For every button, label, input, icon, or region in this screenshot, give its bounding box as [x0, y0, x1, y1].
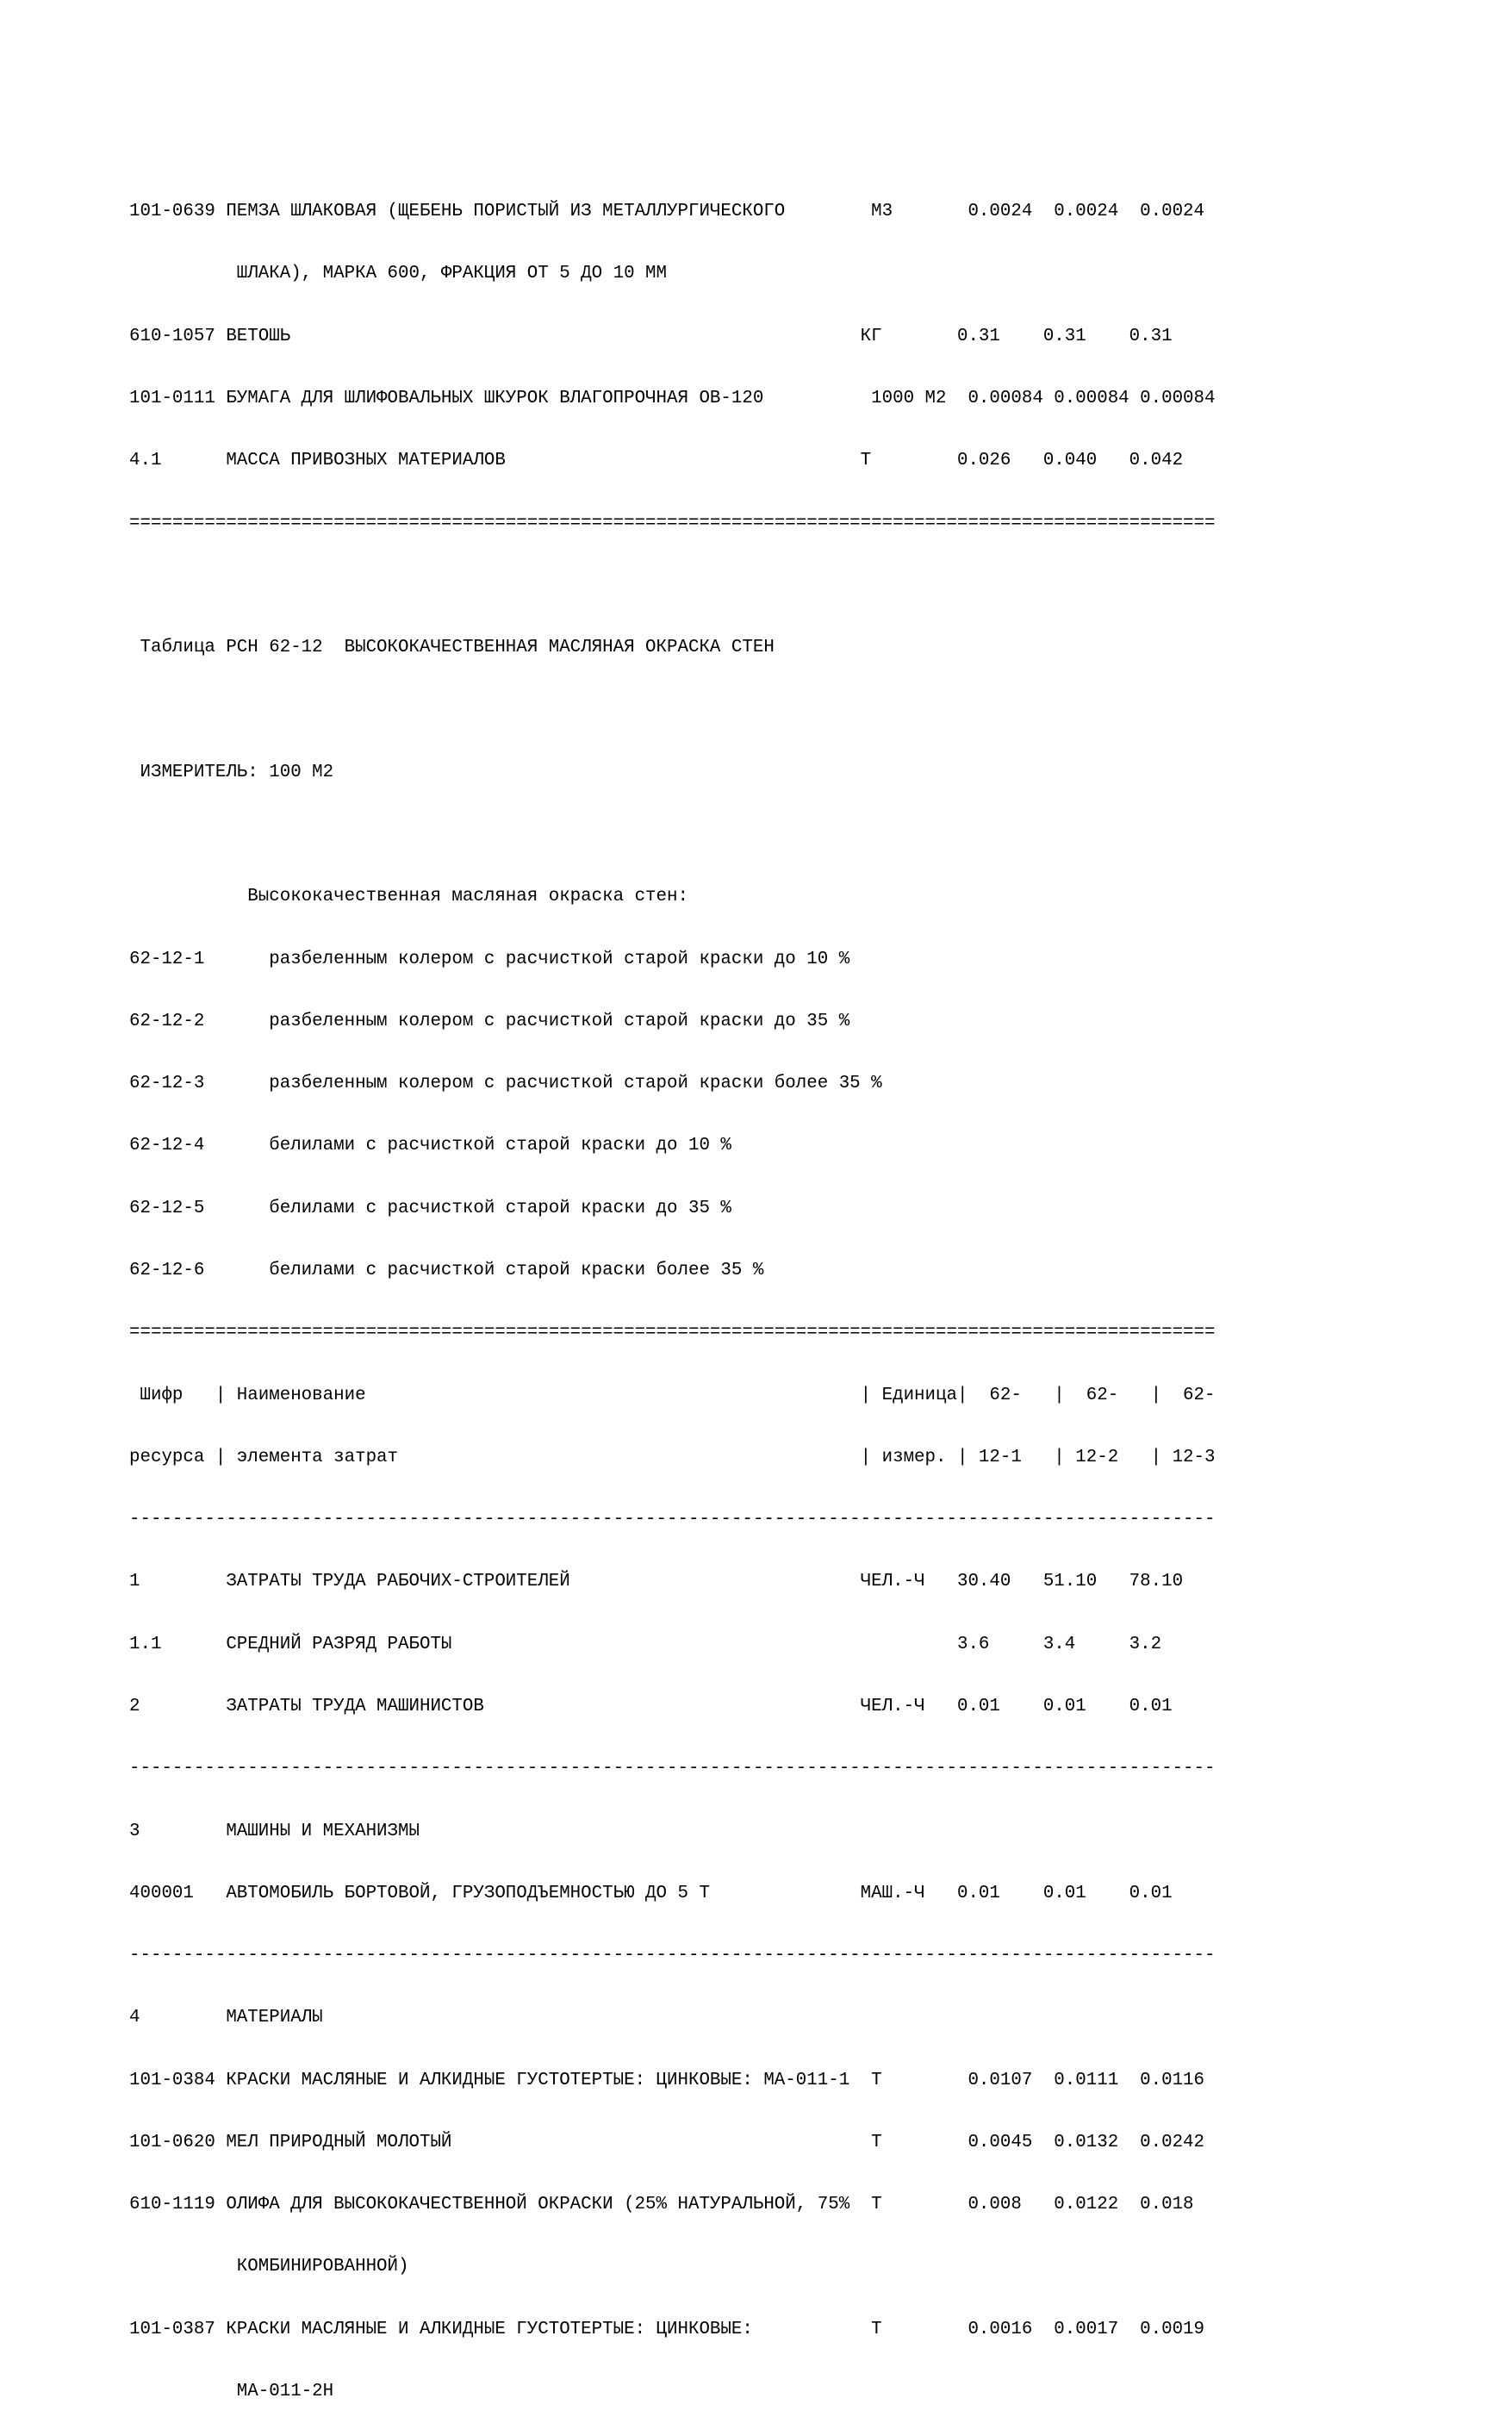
measure-unit: ИЗМЕРИТЕЛЬ: 100 М2	[129, 762, 334, 782]
section-heading-machines: 3 МАШИНЫ И МЕХАНИЗМЫ	[129, 1821, 420, 1841]
work-variant: 62-12-2 разбеленным колером с расчисткой старой краски до 35 %	[129, 1011, 850, 1031]
material-row-continuation: МА-011-2Н	[129, 2382, 334, 2402]
material-row: 101-0387 КРАСКИ МАСЛЯНЫЕ И АЛКИДНЫЕ ГУСТОТЕРТЫЕ: ЦИНКОВЫЕ: Т 0.0016 0.0017 0.0019	[129, 2319, 1205, 2339]
double-separator: =====================================================================================================	[129, 1323, 1216, 1343]
single-separator: -----------------------------------------------------------------------------------------------------	[129, 1510, 1216, 1530]
blank-line	[129, 576, 1216, 596]
table-header-row-2: ресурса | элемента затрат | измер. | 12-1 | 12-2 | 12-3	[129, 1447, 1216, 1467]
table-header-row-1: Шифр | Наименование | Единица| 62- | 62- | 62-	[129, 1385, 1216, 1405]
labor-row: 2 ЗАТРАТЫ ТРУДА МАШИНИСТОВ ЧЕЛ.-Ч 0.01 0.01 0.01	[129, 1696, 1173, 1716]
work-description-heading: Высококачественная масляная окраска стен:	[129, 887, 688, 907]
material-row-continuation: КОМБИНИРОВАННОЙ)	[129, 2257, 409, 2277]
work-variant: 62-12-1 разбеленным колером с расчисткой старой краски до 10 %	[129, 949, 850, 969]
material-row: 101-0111 БУМАГА ДЛЯ ШЛИФОВАЛЬНЫХ ШКУРОК ВЛАГОПРОЧНАЯ ОВ-120 1000 М2 0.00084 0.00084 0.00084	[129, 389, 1216, 409]
blank-line	[129, 825, 1216, 845]
single-separator: -----------------------------------------------------------------------------------------------------	[129, 1759, 1216, 1779]
material-mass-row: 4.1 МАССА ПРИВОЗНЫХ МАТЕРИАЛОВ Т 0.026 0.040 0.042	[129, 451, 1184, 471]
material-row-continuation: ШЛАКА), МАРКА 600, ФРАКЦИЯ ОТ 5 ДО 10 ММ	[129, 264, 668, 284]
labor-row: 1.1 СРЕДНИЙ РАЗРЯД РАБОТЫ 3.6 3.4 3.2	[129, 1634, 1162, 1654]
double-separator: =====================================================================================================	[129, 513, 1216, 533]
material-row: 610-1057 ВЕТОШЬ КГ 0.31 0.31 0.31	[129, 326, 1173, 346]
material-row: 101-0384 КРАСКИ МАСЛЯНЫЕ И АЛКИДНЫЕ ГУСТОТЕРТЫЕ: ЦИНКОВЫЕ: МА-011-1 Т 0.0107 0.0111 0.0116	[129, 2070, 1205, 2090]
single-separator: -----------------------------------------------------------------------------------------------------	[129, 1946, 1216, 1966]
table-title: Таблица РСН 62-12 ВЫСОКОКАЧЕСТВЕННАЯ МАСЛЯНАЯ ОКРАСКА СТЕН	[129, 638, 775, 658]
work-variant: 62-12-3 разбеленным колером с расчисткой старой краски более 35 %	[129, 1074, 882, 1094]
material-row: 101-0639 ПЕМЗА ШЛАКОВАЯ (ЩЕБЕНЬ ПОРИСТЫЙ ИЗ МЕТАЛЛУРГИЧЕСКОГО М3 0.0024 0.0024 0.0024	[129, 202, 1205, 222]
document-text	[129, 160, 1216, 2423]
labor-row: 1 ЗАТРАТЫ ТРУДА РАБОЧИХ-СТРОИТЕЛЕЙ ЧЕЛ.-Ч 30.40 51.10 78.10	[129, 1572, 1184, 1592]
work-variant: 62-12-6 белилами с расчисткой старой краски более 35 %	[129, 1260, 764, 1280]
machine-row: 400001 АВТОМОБИЛЬ БОРТОВОЙ, ГРУЗОПОДЪЕМНОСТЬЮ ДО 5 Т МАШ.-Ч 0.01 0.01 0.01	[129, 1883, 1173, 1903]
section-heading-materials: 4 МАТЕРИАЛЫ	[129, 2008, 323, 2028]
material-row: 610-1119 ОЛИФА ДЛЯ ВЫСОКОКАЧЕСТВЕННОЙ ОКРАСКИ (25% НАТУРАЛЬНОЙ, 75% Т 0.008 0.0122 0.018	[129, 2195, 1194, 2215]
work-variant: 62-12-5 белилами с расчисткой старой краски до 35 %	[129, 1198, 731, 1218]
material-row: 101-0620 МЕЛ ПРИРОДНЫЙ МОЛОТЫЙ Т 0.0045 0.0132 0.0242	[129, 2132, 1205, 2152]
work-variant: 62-12-4 белилами с расчисткой старой краски до 10 %	[129, 1136, 731, 1156]
blank-line	[129, 700, 1216, 720]
